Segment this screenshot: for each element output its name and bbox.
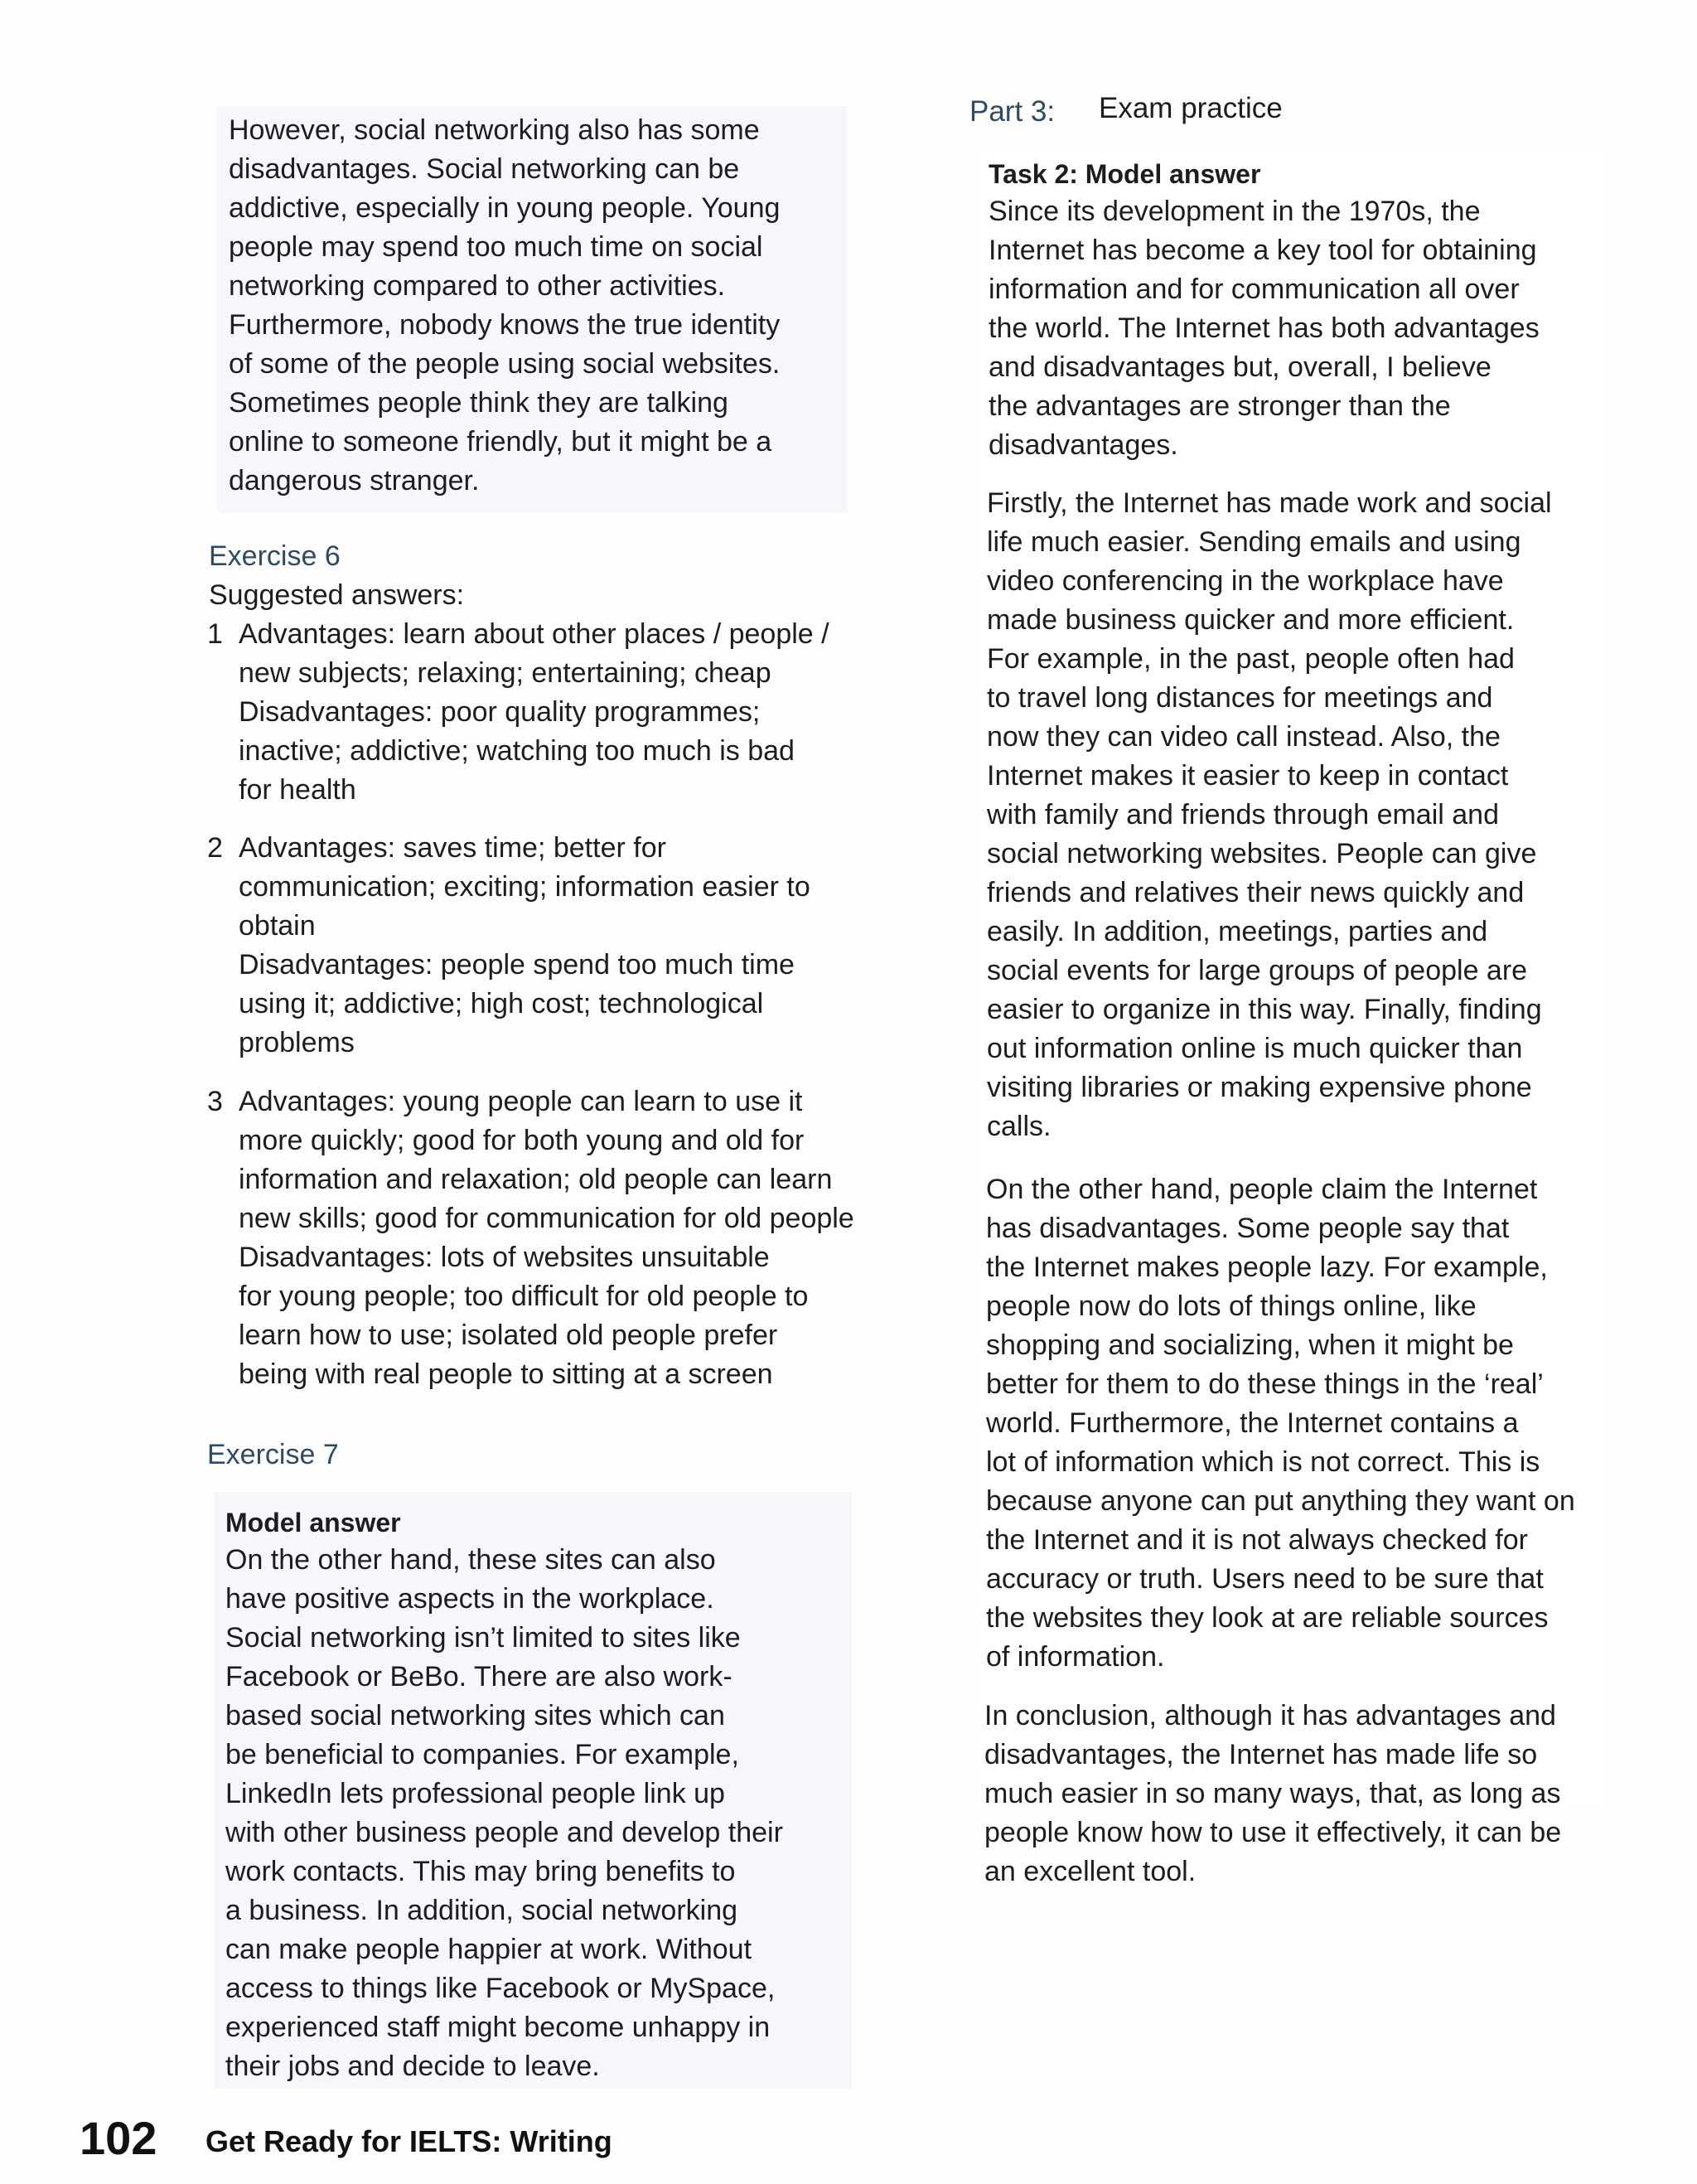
model-answer-text: On the other hand, these sites can also have positive aspects in the workplace. Social networking isn’t limited to sites like Facebook or BeBo. There are also work- based social networking sites which can be beneficial to companies. For example, LinkedIn lets professional people link up with other business people and develop their work contacts. This may bring benefits to a business. In addition, social networking can make people happier at work. Without access to things like Facebook or MySpace, experienced staff might become unhappy in their jobs and decide to leave.: [225, 1544, 783, 2082]
essay-paragraph-3: On the other hand, people claim the Internet has disadvantages. Some people say that the Internet makes people lazy. For example, people now do lots of things online, like shopping and socializing, when it might be better for them to do these things in the ‘real’ world. Furthermore, the Internet contains a lot of information which is not correct. This is because anyone can put anything they want on the Internet and it is not always checked for accuracy or truth. Users need to be sure that the websites they look at are reliable sources of information.: [986, 1174, 1575, 1673]
list-item-number: 2: [207, 832, 223, 864]
list-item: [207, 615, 870, 810]
list-item-text: Advantages: saves time; better for communication; exciting; information easier to obtain Disadvantages: people spend too much time using it; addictive; high cost; technological problems: [239, 832, 810, 1058]
list-item: [207, 1082, 870, 1394]
exercise-6-heading: Exercise 6: [209, 540, 341, 572]
list-item-text: Advantages: learn about other places / people / new subjects; relaxing; entertaining; cheap Disadvantages: poor quality programmes; inactive; addictive; watching too much is bad for health: [239, 618, 829, 806]
essay-paragraph-2: Firstly, the Internet has made work and social life much easier. Sending emails and using video conferencing in the workplace have made business quicker and more efficient. For example, in the past, people often had to travel long distances for meetings and now they can video call instead. Also, the Internet makes it easier to keep in contact with family and friends through email and social networking websites. People can give friends and relatives their news quickly and easily. In addition, meetings, parties and social events for large groups of people are easier to organize in this way. Finally, finding out information online is much quicker than visiting libraries or making expensive phone calls.: [987, 487, 1552, 1142]
exercise-6-subheading: Suggested answers:: [209, 579, 465, 611]
essay-paragraph-4: In conclusion, although it has advantages and disadvantages, the Internet has made life so much easier in so many ways, that, as long as people know how to use it effectively, it can be an excellent tool.: [984, 1700, 1562, 1887]
list-item-number: 3: [207, 1086, 223, 1117]
essay-paragraph-1: Since its development in the 1970s, the Internet has become a key tool for obtaining information and for communication all over the world. The Internet has both advantages and disadvantages but, overall, I believe the advantages are stronger than the disadvantages.: [989, 196, 1540, 461]
list-item-text: Advantages: young people can learn to use it more quickly; good for both young and old for information and relaxation; old people can learn new skills; good for communication for old people Disadvantages: lots of websites unsuitable for young people; too difficult for old people to learn how to use; isolated old people prefer being with real people to sitting at a screen: [239, 1086, 854, 1390]
list-item: [207, 829, 870, 1063]
task-2-label: Task 2: Model answer: [989, 159, 1261, 189]
book-title: Get Ready for IELTS: Writing: [205, 2124, 612, 2158]
exercise-7-heading: Exercise 7: [207, 1439, 339, 1470]
part-title: Exam practice: [1099, 92, 1283, 124]
intro-paragraph: However, social networking also has some disadvantages. Social networking can be addictive, especially in young people. Young people may spend too much time on social networking compared to other activities. Furthermore, nobody knows the true identity of some of the people using social websites. Sometimes people think they are talking online to someone friendly, but it might be a dangerous stranger.: [229, 114, 781, 496]
part-label: Part 3:: [969, 95, 1056, 128]
model-answer-label: Model answer: [225, 1508, 401, 1538]
page-number: 102: [80, 2112, 157, 2164]
list-item-number: 1: [207, 618, 223, 650]
